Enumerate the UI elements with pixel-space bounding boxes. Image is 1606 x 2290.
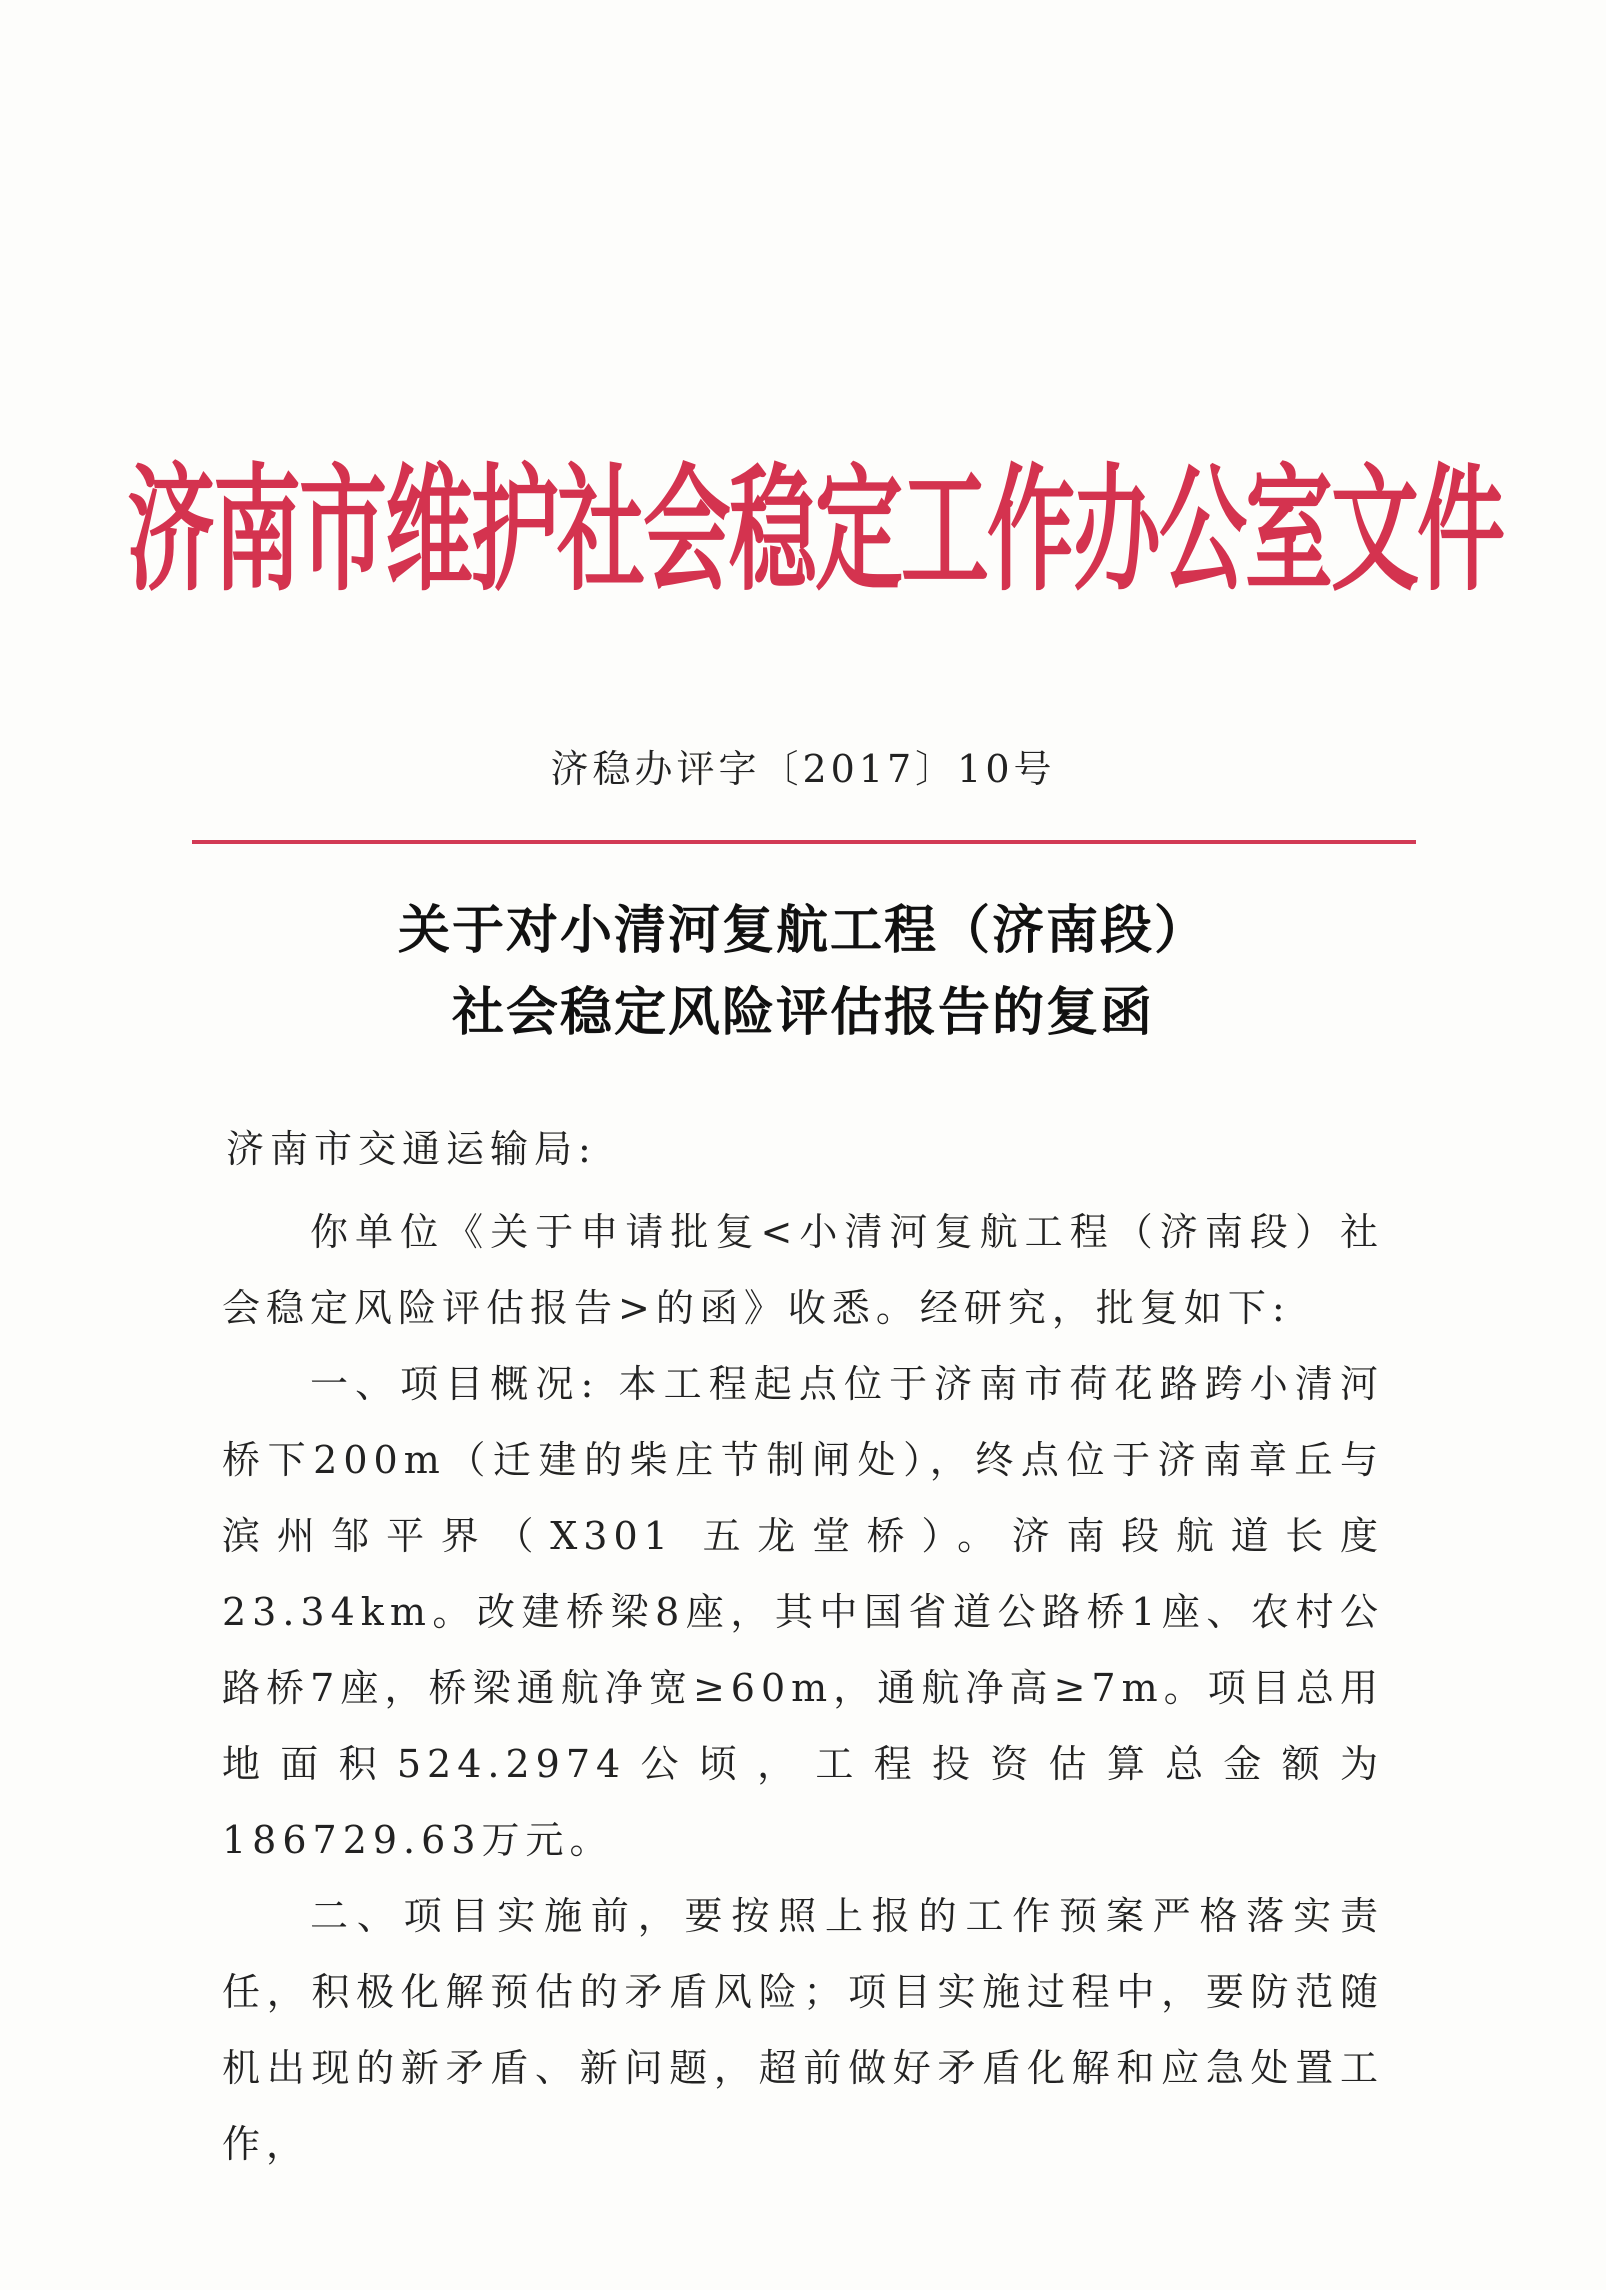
body-paragraph: 一、项目概况: 本工程起点位于济南市荷花路跨小清河桥下200m（迁建的柴庄节制闸处），终点位于济南章丘与滨州邹平界（X301 五龙堂桥）。济南段航道长度23.34km。改建桥梁8座，其中国省道公路桥1座、农村公路桥7座，桥梁通航净宽≥60m，通航净高≥7m。项目总用地面积524.2974公顷，工程投资估算总金额为186729.63万元。 bbox=[222, 1362, 1384, 1862]
letter-body bbox=[222, 1194, 1384, 2182]
subject-title-line-2: 社会稳定风险评估报告的复函 bbox=[451, 983, 1154, 1043]
body-paragraph: 二、项目实施前，要按照上报的工作预案严格落实责任，积极化解预估的矛盾风险；项目实施过程中，要防范随机出现的新矛盾、新问题，超前做好矛盾化解和应急处置工作， bbox=[222, 1894, 1384, 2166]
subject-title-line-1: 关于对小清河复航工程（济南段） bbox=[397, 901, 1208, 961]
body-paragraph: 你单位《关于申请批复<小清河复航工程（济南段）社会稳定风险评估报告>的函》收悉。经研究，批复如下: bbox=[222, 1210, 1384, 1330]
issuer-title: 济南市维护社会稳定工作办公室文件 bbox=[127, 448, 1504, 610]
salutation: 济南市交通运输局: bbox=[226, 1127, 597, 1171]
document-number: 济稳办评字〔2017〕10号 bbox=[550, 747, 1056, 791]
red-divider-line bbox=[192, 840, 1416, 844]
